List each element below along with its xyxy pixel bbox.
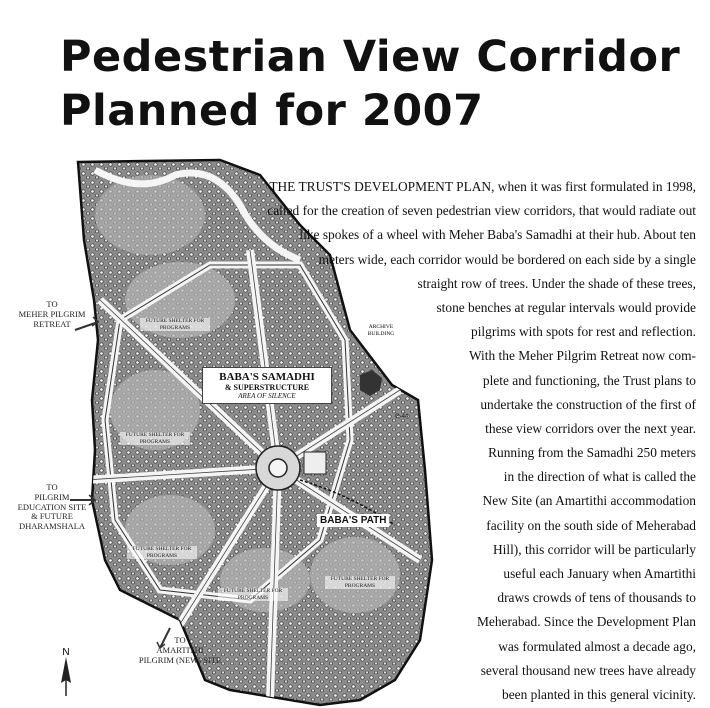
- samadhi-label: [202, 367, 332, 404]
- body-line: been planted in this general vicinity.: [502, 687, 696, 702]
- body-line: in the direction of what is called the: [503, 469, 696, 485]
- body-line: plete and functioning, the Trust plans to: [482, 372, 696, 388]
- body-line: these view corridors over the next year.: [485, 420, 696, 436]
- body-line: stone benches at regular intervals would provide: [436, 299, 696, 315]
- shelter-label: FUTURE SHELTER FOR PROGRAMS: [140, 318, 210, 331]
- title-line-1: Pedestrian View Corridor: [60, 32, 681, 82]
- label-education: TO PILGRIM EDUCATION SITE & FUTURE DHARAMSHALA: [17, 482, 87, 532]
- body-line: New Site (an Amartithi accommodation: [482, 493, 696, 509]
- body-line: called for the creation of seven pedestrian view corridors, that would radiate out: [267, 203, 696, 219]
- north-label: N: [62, 647, 70, 658]
- body-line: useful each January when Amartithi: [503, 566, 696, 582]
- samadhi-subtitle: & SUPERSTRUCTURE: [224, 383, 310, 392]
- g44-marker: G-44: [395, 414, 409, 420]
- body-line: meters wide, each corridor would be bordered on each side by a single: [318, 251, 696, 267]
- body-line: draws crowds of tens of thousands to: [497, 590, 696, 606]
- shelter-label: FUTURE SHELTER FOR PROGRAMS: [325, 576, 395, 589]
- shelter-label: FUTURE SHELTER FOR PROGRAMS: [127, 546, 197, 559]
- archive-building-label: ARCHIVE BUILDING: [363, 324, 399, 337]
- samadhi-title: BABA'S SAMADHI: [219, 371, 315, 383]
- body-line: pilgrims with spots for rest and reflection.: [471, 324, 696, 340]
- body-line: several thousand new trees have already: [480, 662, 696, 678]
- body-line: Meherabad. Since the Development Plan: [476, 614, 696, 630]
- body-line: was formulated almost a decade ago,: [498, 638, 696, 654]
- shelter-label: FUTURE SHELTER FOR PROGRAMS: [218, 588, 288, 601]
- body-line: Hill), this corridor will be particularly: [492, 541, 696, 557]
- babas-path-label: BABA'S PATH: [317, 514, 389, 527]
- label-amartithi: TO AMARTITHI PILGRIM (NEW) SITE: [138, 635, 222, 665]
- body-line: like spokes of a wheel with Meher Baba's Samadhi at their hub. About ten: [299, 227, 696, 243]
- body-line: undertake the construction of the first of: [480, 396, 696, 412]
- body-line: THE TRUST'S DEVELOPMENT PLAN, when it was first formulated in 1998,: [269, 179, 696, 194]
- body-line: straight row of trees. Under the shade of these trees,: [417, 275, 696, 291]
- body-line: Running from the Samadhi 250 meters: [488, 445, 696, 461]
- title-line-2: Planned for 2007: [60, 86, 484, 136]
- label-retreat: TO MEHER PILGRIM RETREAT: [18, 299, 86, 329]
- shelter-label: FUTURE SHELTER FOR PROGRAMS: [120, 432, 190, 445]
- samadhi-note: AREA OF SILENCE: [238, 392, 296, 400]
- body-line: facility on the south side of Meherabad: [486, 517, 696, 533]
- body-line: With the Meher Pilgrim Retreat now com-: [468, 348, 696, 364]
- north-arrow-icon: [61, 657, 71, 696]
